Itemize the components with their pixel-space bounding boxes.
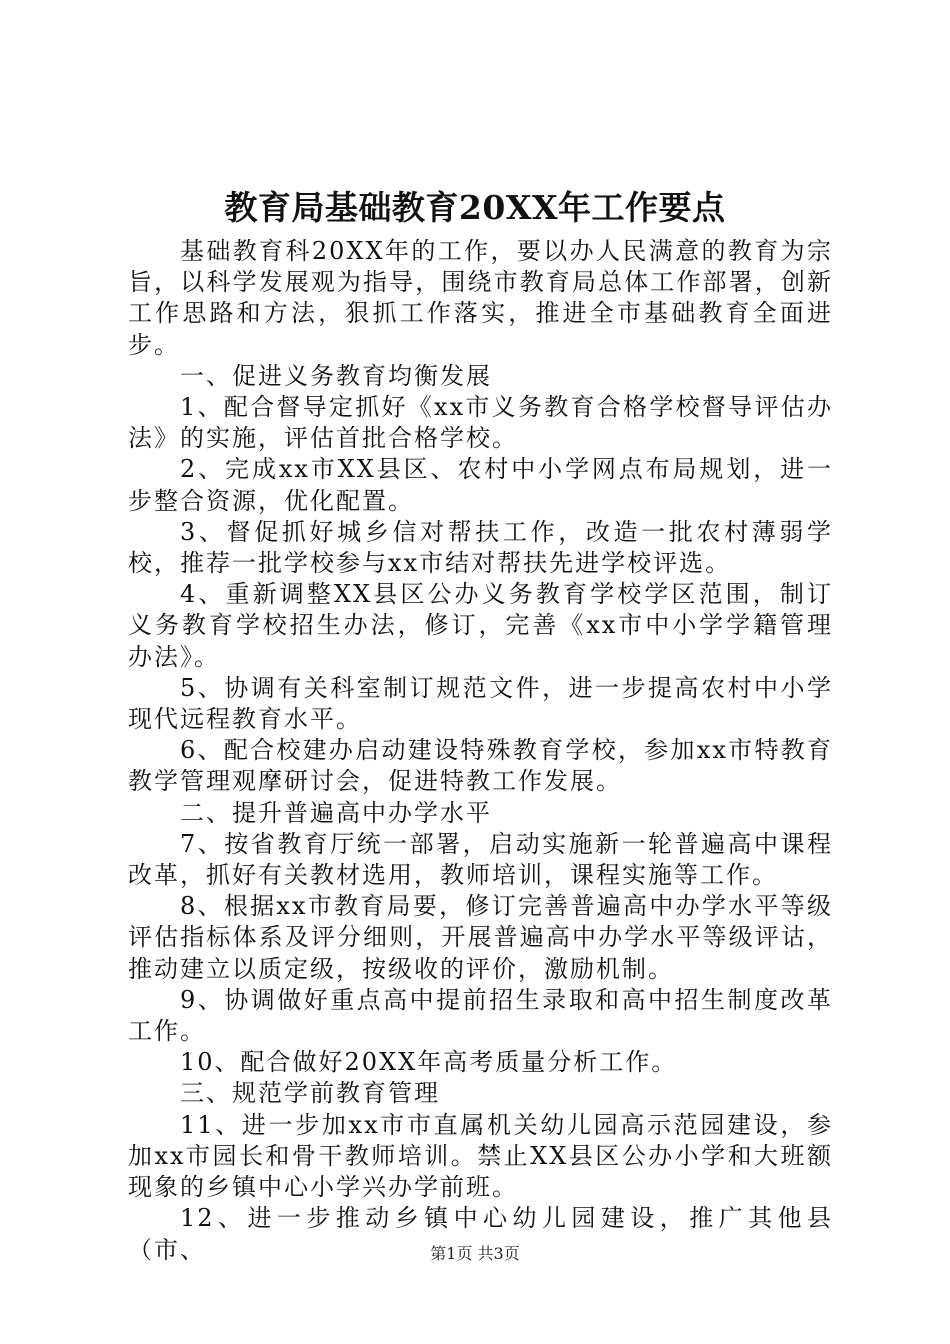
list-item-11: 11、进一步加xx市市直属机关幼儿园高示范园建设，参加xx市园长和骨干教师培训。禁止XX县区公办小学和大班额现象的乡镇中心小学兴办学前班。 — [128, 1110, 833, 1202]
list-item-10: 10、配合做好20XX年高考质量分析工作。 — [180, 1048, 678, 1077]
list-item-12: 12、进一步推动乡镇中心幼儿园建设，推广其他县（市、 — [128, 1204, 833, 1264]
list-item-2: 2、完成xx市XX县区、农村中小学网点布局规划，进一步整合资源，优化配置。 — [128, 455, 833, 515]
list-item-3: 3、督促抓好城乡信对帮扶工作，改造一批农村薄弱学校，推荐一批学校参与xx市结对帮扶先进学校评选。 — [128, 517, 833, 578]
list-item-7: 7、按省教育厅统一部署，启动实施新一轮普遍高中课程改革，抓好有关教材选用，教师培训，课程实施等工作。 — [128, 829, 833, 890]
list-item-4: 4、重新调整XX县区公办义务教育学校学区范围，制订义务教育学校招生办法，修订，完善《xx市中小学学籍管理办法》。 — [128, 580, 833, 671]
list-item-6: 6、配合校建办启动建设特殊教育学校，参加xx市特教育教学管理观摩研讨会，促进特教工作发展。 — [128, 736, 833, 796]
section-heading-1: 一、促进义务教育均衡发展 — [180, 361, 492, 390]
section-heading-3: 三、规范学前教育管理 — [180, 1079, 440, 1108]
document-title: 教育局基础教育20XX年工作要点 — [224, 188, 726, 227]
list-item-9: 9、协调做好重点高中提前招生录取和高中招生制度改革工作。 — [128, 985, 833, 1046]
list-item-5: 5、协调有关科室制订规范文件，进一步提高农村中小学现代远程教育水平。 — [128, 673, 833, 734]
list-item-8: 8、根据xx市教育局要，修订完善普遍高中办学水平等级评估指标体系及评分细则，开展普遍高中办学水平等级评诂，推动建立以质定级，按级收的评价，激励机制。 — [128, 892, 833, 983]
page-footer: 第1页 共3页 — [430, 1244, 520, 1263]
list-item-1: 1、配合督导定抓好《xx市义务教育合格学校督导评估办法》的实施，评估首批合格学校。 — [128, 393, 833, 453]
section-heading-2: 二、提升普遍高中办学水平 — [180, 798, 492, 827]
document-body — [128, 236, 833, 1266]
paragraph-intro: 基础教育科20XX年的工作，要以办人民满意的教育为宗旨，以科学发展观为指导，围绕市教育局总体工作部署，创新工作思路和方法，狠抓工作落实，推进全市基础教育全面进步。 — [128, 237, 833, 359]
